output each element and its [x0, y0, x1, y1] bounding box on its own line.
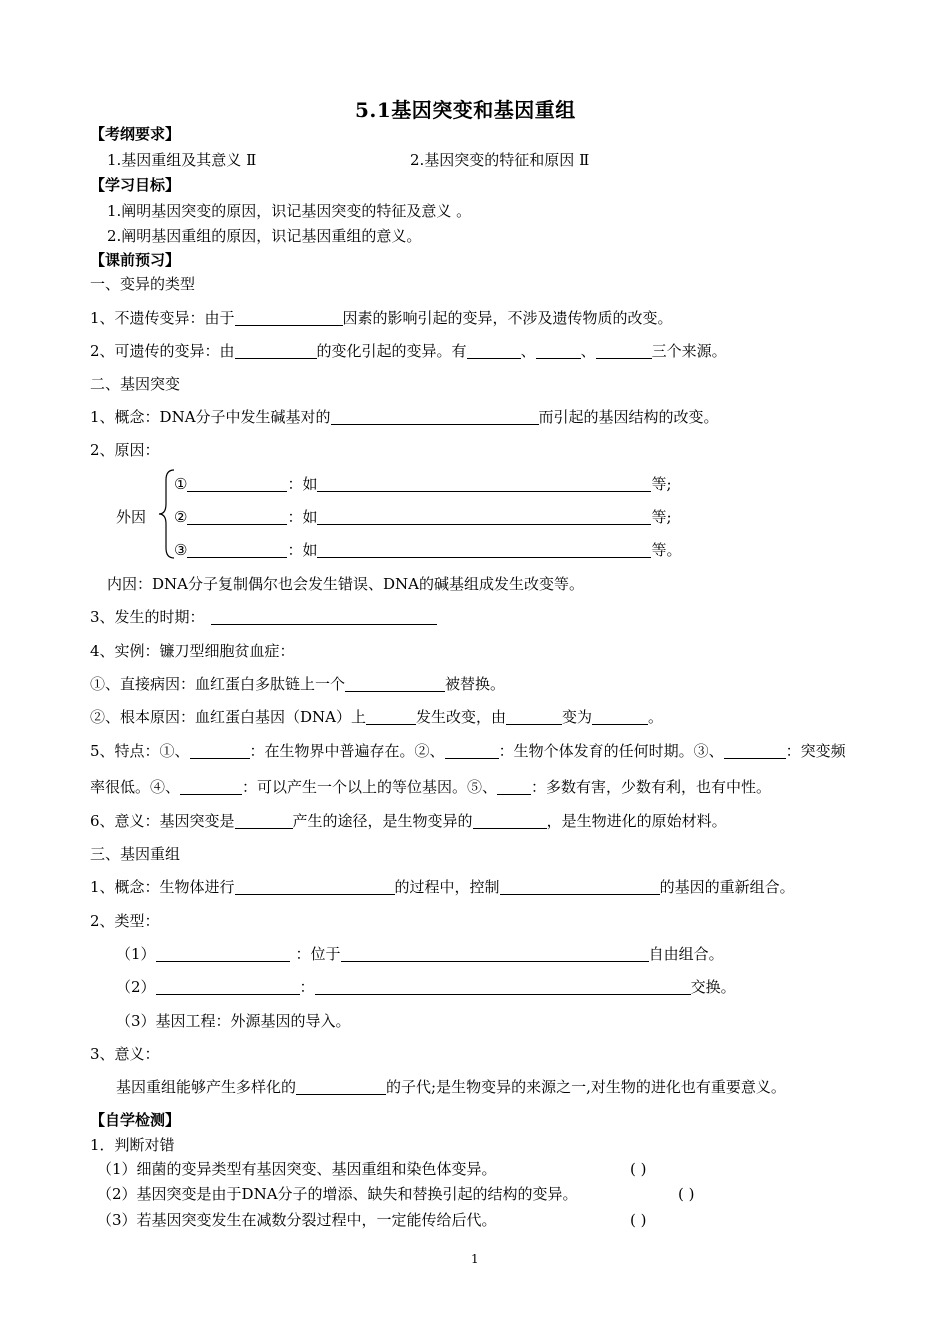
blank[interactable]: [331, 409, 539, 425]
blank[interactable]: [190, 743, 250, 759]
blank[interactable]: [187, 509, 287, 525]
question-3: （3）若基因突变发生在减数分裂过程中，一定能传给后代。: [97, 1211, 497, 1229]
blank[interactable]: [235, 343, 317, 359]
blank[interactable]: [317, 476, 651, 492]
question-heading: 1．判断对错: [90, 1136, 175, 1154]
blank[interactable]: [467, 343, 521, 359]
blank[interactable]: [296, 1079, 386, 1095]
cause-row-2: ② ：如 等;: [174, 508, 672, 526]
part2-period: 3、发生的时期：: [90, 607, 437, 627]
type-1-line: （1） ：位于 自由组合。: [116, 945, 724, 963]
blank[interactable]: [536, 343, 581, 359]
cause-row-1: ① ：如 等;: [174, 475, 672, 493]
part1-heading: 一、变异的类型: [90, 275, 196, 293]
blank[interactable]: [366, 709, 416, 725]
question-2: （2）基因突变是由于DNA分子的增添、缺失和替换引起的结构的变异。: [97, 1185, 578, 1203]
waiyin-label: 外因: [116, 508, 147, 526]
blank[interactable]: [187, 476, 287, 492]
blank[interactable]: [445, 743, 499, 759]
page-number: 1: [471, 1252, 479, 1266]
blank[interactable]: [500, 879, 660, 895]
part1-line-1: 1、不遗传变异：由于 因素的影响引起的变异，不涉及遗传物质的改变。: [90, 309, 673, 327]
section-heading-mubiao: 【学习目标】: [90, 176, 181, 194]
kaogang-item-1: 1.基因重组及其意义 Ⅱ: [107, 151, 257, 169]
page-title: 5.1基因突变和基因重组: [355, 98, 576, 122]
part3-concept: 1、概念：生物体进行 的过程中，控制 的基因的重新组合。: [90, 878, 795, 896]
blank[interactable]: [497, 779, 531, 795]
blank[interactable]: [341, 946, 649, 962]
blank[interactable]: [180, 779, 242, 795]
section-heading-kaogang: 【考纲要求】: [90, 125, 181, 143]
section-heading-jiance: 【自学检测】: [90, 1111, 181, 1129]
blank[interactable]: [156, 979, 300, 995]
part3-types-label: 2、类型：: [90, 912, 160, 930]
blank[interactable]: [315, 979, 691, 995]
blank[interactable]: [473, 813, 547, 829]
cause-row-3: ③ ：如 等。: [174, 541, 682, 559]
type-2-line: （2） ： 交换。: [116, 978, 736, 996]
blank[interactable]: [235, 813, 293, 829]
blank[interactable]: [345, 676, 445, 692]
blank[interactable]: [317, 542, 651, 558]
part1-line-2: 2、可遗传的变异：由 的变化引起的变异。有 、 、 三个来源。: [90, 342, 727, 360]
section-heading-yuxi: 【课前预习】: [90, 251, 181, 269]
part2-example: 4、实例：镰刀型细胞贫血症：: [90, 642, 295, 660]
blank[interactable]: [596, 343, 652, 359]
part2-cause-label: 2、原因：: [90, 441, 160, 459]
part3-significance-label: 3、意义：: [90, 1045, 160, 1063]
blank[interactable]: [317, 509, 651, 525]
significance-line: 6、意义：基因突变是 产生的途径，是生物变异的 ，是生物进化的原始材料。: [90, 812, 727, 830]
part2-concept: 1、概念：DNA分子中发生碱基对的 而引起的基因结构的改变。: [90, 408, 719, 426]
root-cause-line: ②、根本原因：血红蛋白基因（DNA）上 发生改变，由 变为 。: [90, 708, 664, 726]
blank[interactable]: [211, 609, 437, 625]
type-3-line: （3）基因工程：外源基因的导入。: [116, 1012, 351, 1030]
blank[interactable]: [592, 709, 648, 725]
part3-significance-line: 基因重组能够产生多样化的 的子代;是生物变异的来源之一,对生物的进化也有重要意义。: [116, 1078, 786, 1096]
part2-heading: 二、基因突变: [90, 375, 181, 393]
answer-paren-3[interactable]: ( ): [630, 1211, 647, 1229]
neiyin-line: 内因：DNA分子复制偶尔也会发生错误、DNA的碱基组成发生改变等。: [107, 575, 584, 593]
answer-paren-1[interactable]: ( ): [630, 1160, 647, 1178]
direct-cause-line: ①、直接病因：血红蛋白多肽链上一个 被替换。: [90, 675, 506, 693]
mubiao-item-1: 1.阐明基因突变的原因，识记基因突变的特征及意义 。: [107, 202, 472, 220]
blank[interactable]: [724, 743, 786, 759]
question-1: （1）细菌的变异类型有基因突变、基因重组和染色体变异。: [97, 1160, 497, 1178]
blank[interactable]: [235, 310, 343, 326]
answer-paren-2[interactable]: ( ): [678, 1185, 695, 1203]
blank[interactable]: [235, 879, 395, 895]
mubiao-item-2: 2.阐明基因重组的原因，识记基因重组的意义。: [107, 227, 422, 245]
blank[interactable]: [156, 946, 290, 962]
part3-heading: 三、基因重组: [90, 845, 181, 863]
blank[interactable]: [187, 542, 287, 558]
features-line-2: 率很低。④、 ：可以产生一个以上的等位基因。⑤、 ：多数有害，少数有利，也有中性。: [90, 778, 772, 796]
features-line-1: 5、特点：①、 ：在生物界中普遍存在。②、 ：生物个体发育的任何时期。③、 ：突变频: [90, 742, 846, 760]
blank[interactable]: [506, 709, 562, 725]
kaogang-item-2: 2.基因突变的特征和原因 Ⅱ: [410, 151, 590, 169]
